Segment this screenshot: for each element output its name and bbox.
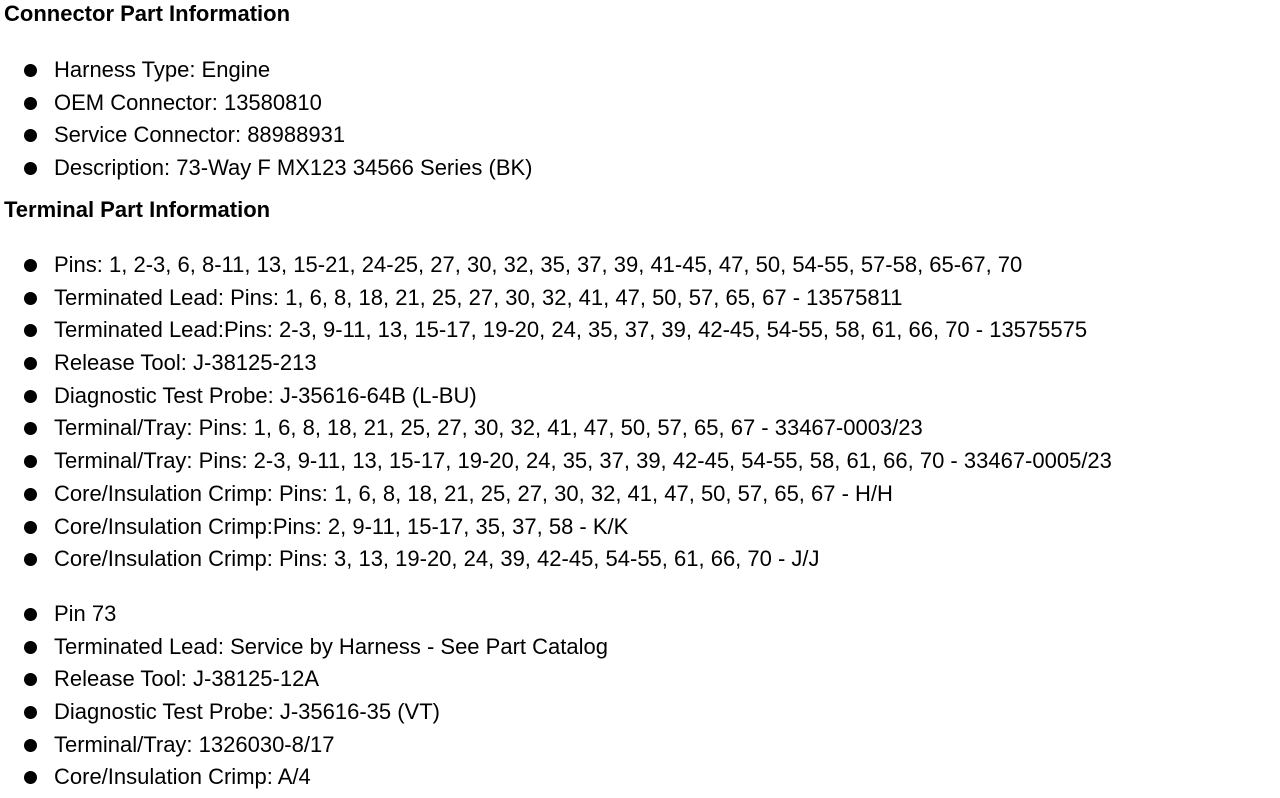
list-item-text: OEM Connector: 13580810 — [54, 89, 322, 115]
terminal-part-list — [0, 249, 1112, 576]
bullet-icon — [24, 553, 37, 566]
terminal-part-heading: Terminal Part Information — [4, 197, 271, 222]
list-item — [0, 543, 1112, 576]
list-item-text: Service Connector: 88988931 — [54, 122, 346, 148]
list-item-text: Terminal/Tray: Pins: 1, 6, 8, 18, 21, 25, 27, 30, 32, 41, 47, 50, 57, 65, 67 - 33467-0003/23 — [54, 415, 923, 441]
list-item-text: Core/Insulation Crimp: Pins: 1, 6, 8, 18, 21, 25, 27, 30, 32, 41, 47, 50, 57, 65, 67 - H/H — [54, 480, 893, 506]
list-item — [0, 249, 1112, 282]
bullet-icon — [24, 706, 37, 719]
list-item — [0, 282, 1112, 315]
bullet-icon — [24, 162, 37, 175]
list-item-text: Terminal/Tray: 1326030-8/17 — [54, 731, 335, 757]
list-item-text: Release Tool: J-38125-12A — [54, 666, 319, 692]
list-item — [0, 54, 533, 87]
list-item — [0, 663, 608, 696]
bullet-icon — [24, 64, 37, 77]
list-item-text: Core/Insulation Crimp: Pins: 3, 13, 19-20, 24, 39, 42-45, 54-55, 61, 66, 70 - J/J — [54, 546, 820, 572]
bullet-icon — [24, 488, 37, 501]
list-item-text: Core/Insulation Crimp: A/4 — [54, 764, 311, 790]
bullet-icon — [24, 292, 37, 305]
list-item — [0, 445, 1112, 478]
list-item-text: Diagnostic Test Probe: J-35616-64B (L-BU) — [54, 382, 477, 408]
list-item-text: Pins: 1, 2-3, 6, 8-11, 13, 15-21, 24-25, 27, 30, 32, 35, 37, 39, 41-45, 47, 50, 54-55, 57-58, 65-67, 70 — [54, 252, 1023, 277]
bullet-icon — [24, 390, 37, 403]
bullet-icon — [24, 739, 37, 752]
list-item — [0, 347, 1112, 380]
list-item-text: Terminated Lead:Pins: 2-3, 9-11, 13, 15-17, 19-20, 24, 35, 37, 39, 42-45, 54-55, 58, 61, 66, 70 - 13575575 — [54, 317, 1088, 343]
bullet-icon — [24, 641, 37, 654]
list-item-text: Terminated Lead: Service by Harness - See Part Catalog — [54, 633, 608, 659]
list-item — [0, 631, 608, 664]
list-item — [0, 412, 1112, 445]
list-item-text: Terminal/Tray: Pins: 2-3, 9-11, 13, 15-17, 19-20, 24, 35, 37, 39, 42-45, 54-55, 58, 61, 66, 70 - 33467-0005/23 — [54, 448, 1112, 474]
list-item — [0, 478, 1112, 511]
bullet-icon — [24, 97, 37, 110]
bullet-icon — [24, 771, 37, 784]
bullet-icon — [24, 455, 37, 468]
pin-73-list — [0, 598, 608, 794]
list-item-text: Pin 73 — [54, 601, 117, 626]
bullet-icon — [24, 259, 37, 272]
bullet-icon — [24, 422, 37, 435]
list-item-text: Release Tool: J-38125-213 — [54, 350, 317, 376]
list-item — [0, 87, 533, 120]
list-item — [0, 314, 1112, 347]
bullet-icon — [24, 608, 37, 621]
list-item — [0, 696, 608, 729]
list-item — [0, 729, 608, 762]
list-item — [0, 761, 608, 794]
bullet-icon — [24, 673, 37, 686]
list-item-text: Description: 73-Way F MX123 34566 Series (BK) — [54, 155, 533, 181]
list-item — [0, 152, 533, 185]
list-item — [0, 598, 608, 631]
bullet-icon — [24, 129, 37, 142]
list-item — [0, 119, 533, 152]
list-item-text: Core/Insulation Crimp:Pins: 2, 9-11, 15-17, 35, 37, 58 - K/K — [54, 513, 629, 539]
connector-part-list — [0, 54, 533, 185]
bullet-icon — [24, 521, 37, 534]
connector-part-heading: Connector Part Information — [4, 1, 291, 26]
list-item-text: Harness Type: Engine — [54, 57, 271, 82]
list-item — [0, 511, 1112, 544]
bullet-icon — [24, 324, 37, 337]
bullet-icon — [24, 357, 37, 370]
list-item — [0, 380, 1112, 413]
list-item-text: Diagnostic Test Probe: J-35616-35 (VT) — [54, 699, 440, 725]
list-item-text: Terminated Lead: Pins: 1, 6, 8, 18, 21, 25, 27, 30, 32, 41, 47, 50, 57, 65, 67 - 13575811 — [54, 284, 903, 310]
